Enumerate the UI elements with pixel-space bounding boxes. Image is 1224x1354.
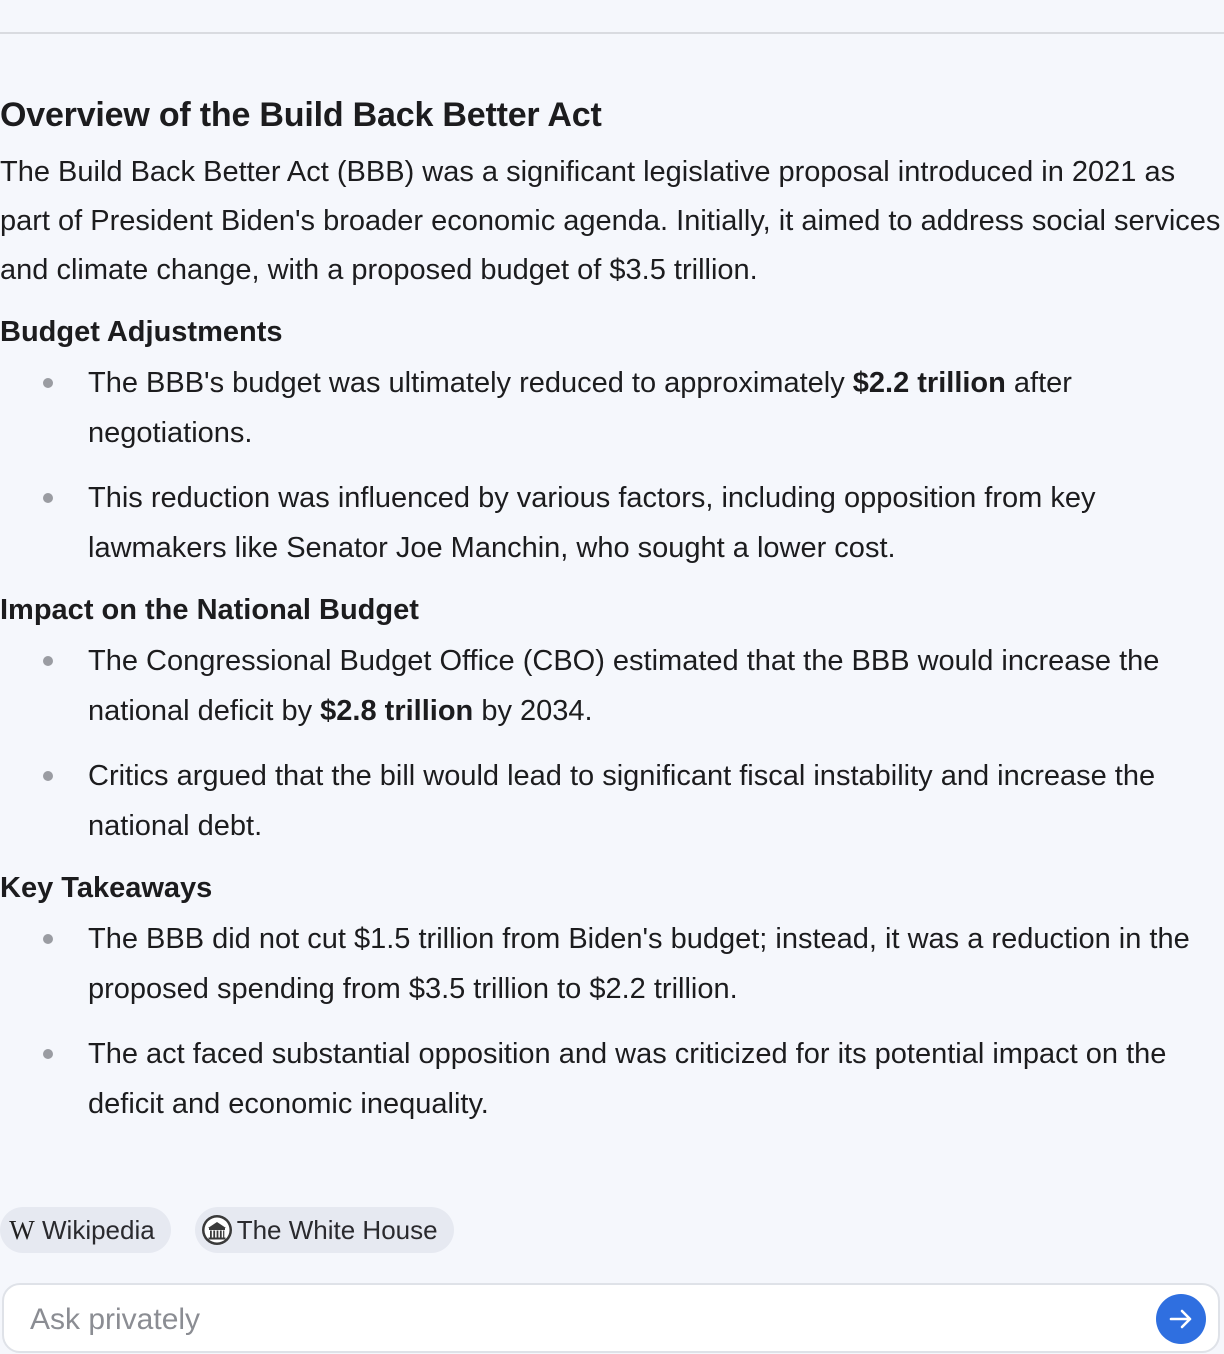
bullet-dot — [43, 378, 53, 388]
source-chips — [0, 1207, 454, 1253]
ask-input[interactable] — [28, 1297, 1132, 1343]
list-item: The Congressional Budget Office (CBO) estimated that the BBB would increase the national deficit by $2.8 trillion by 2034. — [0, 636, 1224, 736]
answer-content — [0, 92, 1224, 1129]
list-item: The act faced substantial opposition and was criticized for its potential impact on the deficit and economic inequality. — [0, 1029, 1224, 1129]
source-chip-white-house[interactable] — [195, 1207, 454, 1253]
send-button[interactable] — [1156, 1294, 1206, 1344]
bullet-dot — [43, 1049, 53, 1059]
bullet-list — [0, 914, 1224, 1129]
section-heading: Impact on the National Budget — [0, 594, 419, 626]
section-impact-national-budget — [0, 590, 1224, 851]
list-item: The BBB's budget was ultimately reduced to approximately $2.2 trillion after negotiations. — [0, 358, 1224, 458]
section-budget-adjustments — [0, 312, 1224, 573]
bullet-list — [0, 358, 1224, 573]
source-chip-wikipedia[interactable] — [0, 1207, 171, 1253]
list-item: This reduction was influenced by various factors, including opposition from key lawmakers like Senator Joe Manchin, who sought a lower cost. — [0, 473, 1224, 573]
bullet-dot — [43, 656, 53, 666]
white-house-icon — [201, 1214, 233, 1246]
list-item: Critics argued that the bill would lead to significant fiscal instability and increase the national debt. — [0, 751, 1224, 851]
bullet-dot — [43, 493, 53, 503]
section-heading: Budget Adjustments — [0, 316, 283, 348]
arrow-right-icon — [1165, 1303, 1197, 1335]
source-chip-label: Wikipedia — [42, 1214, 155, 1245]
bullet-dot — [43, 934, 53, 944]
answer-title: Overview of the Build Back Better Act — [0, 96, 602, 134]
bullet-list — [0, 636, 1224, 851]
list-item: The BBB did not cut $1.5 trillion from Biden's budget; instead, it was a reduction in the proposed spending from $3.5 trillion to $2.2 trillion. — [0, 914, 1224, 1014]
bullet-dot — [43, 771, 53, 781]
source-chip-label: The White House — [236, 1214, 438, 1245]
wikipedia-icon: W — [9, 1214, 35, 1245]
top-divider — [0, 32, 1224, 34]
section-key-takeaways — [0, 868, 1224, 1129]
section-heading: Key Takeaways — [0, 872, 213, 904]
answer-intro: The Build Back Better Act (BBB) was a significant legislative proposal introduced in 2021 as part of President Biden's broader economic agenda. Initially, it aimed to address social services and climate change, with a proposed budget of $3.5 trillion. — [0, 156, 1221, 286]
ask-bar — [2, 1283, 1220, 1353]
